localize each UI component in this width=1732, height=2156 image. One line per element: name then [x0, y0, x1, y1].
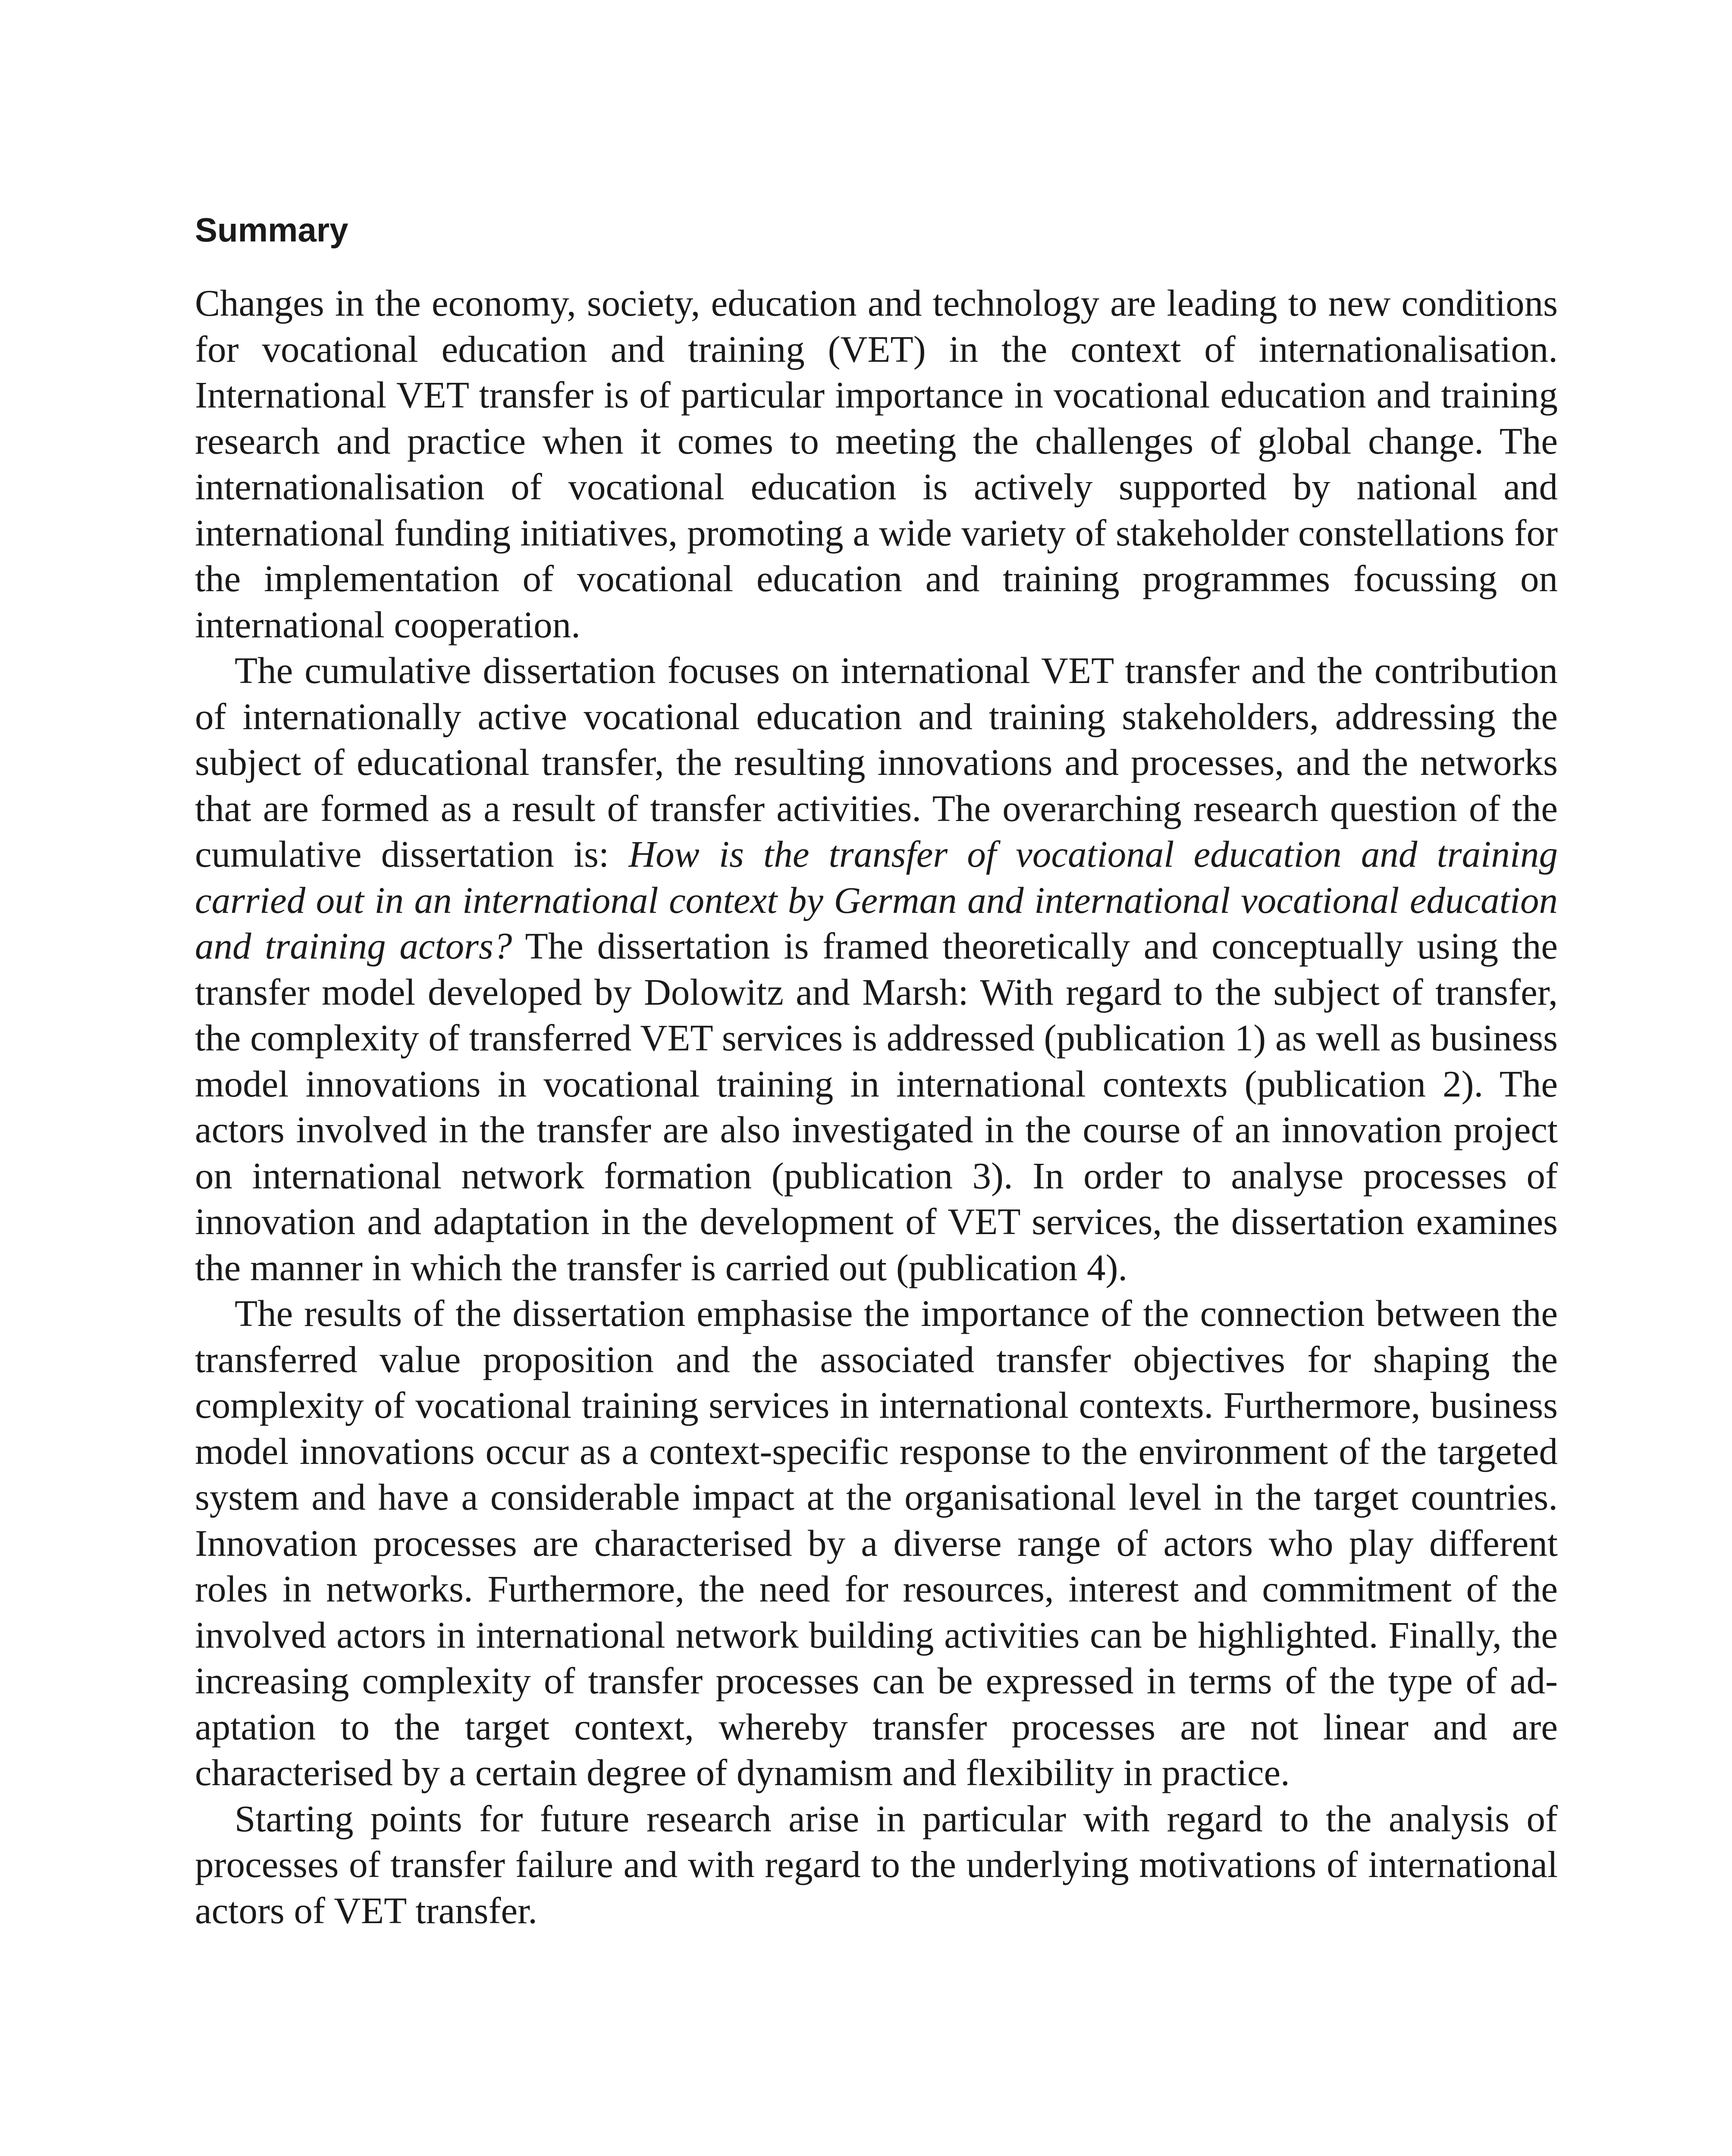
paragraph-results: The results of the dissertation emphasise the importance of the connection between the transferred value proposition and the associated transfer objectives for shaping the complexity of vocational training services in international contexts. Furthermore, business model innovations occur as a context-specific response to the environment of the targeted system and have a considerable impact at the organisational level in the target countries. Innovation processes are characterised by a diverse range of actors who play different roles in networks. Furthermore, the need for resources, interest and commitment of the involved actors in international network building activities can be highlighted. Finally, the increasing complexity of transfer processes can be expressed in terms of the type of adaptation to the target context, whereby transfer processes are not linear and are characterised by a certain degree of dynamism and flexibility in practice. — [195, 1292, 1558, 1793]
paragraph-text: The dissertation is framed theoretically and conceptually using the transfer model developed by Dolowitz and Marsh: With regard to the subject of transfer, the complexity of transferred VET services is addressed (publication 1) as well as business model innovations in vocational training in international contexts (publication 2). The actors involved in the transfer are also investigated in the course of an innovation project on international network formation (publication 3). In order to analyse processes of innovation and adaptation in the development of VET services, the dissertation examines the manner in which the transfer is carried out (publication 4). — [195, 925, 1558, 1288]
section-heading: Summary — [195, 211, 348, 249]
paragraph-text: The cumulative dissertation focuses on international VET transfer and the contribution of internationally active vocational education and training stakeholders, addressing the subject of educational transfer, the resulting innovations and processes, and the networks that are formed as a result of transfer activities. The overarching research question of the cumulative dissertation is: — [195, 649, 1558, 875]
paragraph-context: Changes in the economy, society, education and technology are leading to new conditions for vocational education and training (VET) in the context of internationalisation. International VET transfer is of particular importance in vocational education and training research and practice when it comes to meeting the challenges of global change. The internationalisation of vocational education is actively supported by national and international funding initiatives, promoting a wide variety of stakeholder constellations for the implementation of vocational education and training programmes focussing on international cooperation. — [195, 282, 1558, 646]
paragraph-future-research: Starting points for future research arise in particular with regard to the analysis of processes of transfer failure and with regard to the underlying motivations of international actors of VET transfer. — [195, 1797, 1558, 1931]
paragraph-dissertation-overview — [195, 648, 1558, 1291]
document-page — [195, 207, 1558, 1934]
research-question: How is the transfer of vocational education and training carried out in an international context by German and international vocational education and training actors? — [195, 833, 1558, 967]
